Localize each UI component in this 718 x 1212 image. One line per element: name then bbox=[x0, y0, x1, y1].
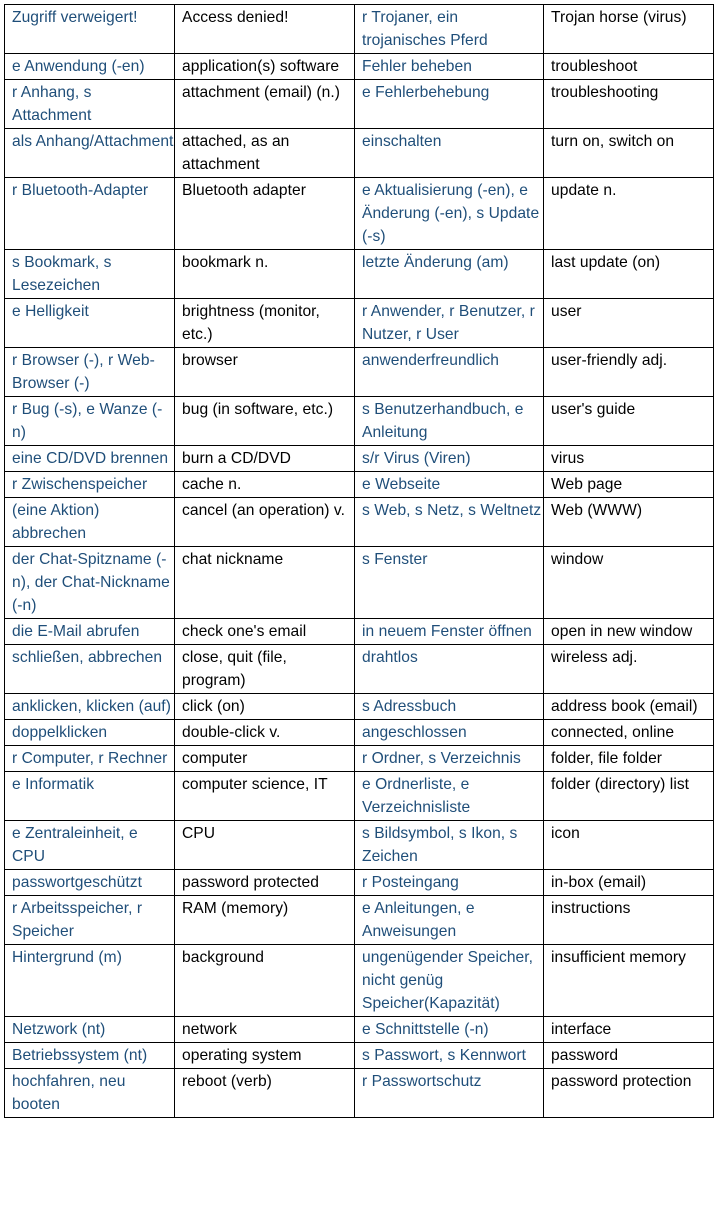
german-term-right: angeschlossen bbox=[355, 720, 544, 746]
table-row bbox=[5, 54, 714, 80]
table-row bbox=[5, 5, 714, 54]
english-term-right: wireless adj. bbox=[544, 645, 714, 694]
english-term-left: CPU bbox=[175, 821, 355, 870]
english-term-right: address book (email) bbox=[544, 694, 714, 720]
table-row bbox=[5, 446, 714, 472]
english-term-left: chat nickname bbox=[175, 547, 355, 619]
english-term-right: folder (directory) list bbox=[544, 772, 714, 821]
german-term-right: r Passwortschutz bbox=[355, 1069, 544, 1118]
german-term-right: s Fenster bbox=[355, 547, 544, 619]
german-term-left: eine CD/DVD brennen bbox=[5, 446, 175, 472]
english-term-right: Web (WWW) bbox=[544, 498, 714, 547]
english-term-left: attachment (email) (n.) bbox=[175, 80, 355, 129]
german-term-left: r Bug (-s), e Wanze (-n) bbox=[5, 397, 175, 446]
english-term-right: password protection bbox=[544, 1069, 714, 1118]
german-term-left: s Bookmark, s Lesezeichen bbox=[5, 250, 175, 299]
english-term-left: reboot (verb) bbox=[175, 1069, 355, 1118]
german-term-left: e Helligkeit bbox=[5, 299, 175, 348]
table-row bbox=[5, 472, 714, 498]
german-term-left: Hintergrund (m) bbox=[5, 945, 175, 1017]
english-term-right: update n. bbox=[544, 178, 714, 250]
english-term-right: troubleshooting bbox=[544, 80, 714, 129]
table-row bbox=[5, 1017, 714, 1043]
german-term-right: s Bildsymbol, s Ikon, s Zeichen bbox=[355, 821, 544, 870]
english-term-left: computer bbox=[175, 746, 355, 772]
german-term-right: ungenügender Speicher, nicht genüg Speicher(Kapazität) bbox=[355, 945, 544, 1017]
english-term-right: user's guide bbox=[544, 397, 714, 446]
german-term-left: als Anhang/Attachment bbox=[5, 129, 175, 178]
english-term-left: check one's email bbox=[175, 619, 355, 645]
english-term-left: click (on) bbox=[175, 694, 355, 720]
table-row bbox=[5, 250, 714, 299]
english-term-left: cache n. bbox=[175, 472, 355, 498]
german-term-left: e Anwendung (-en) bbox=[5, 54, 175, 80]
english-term-right: user bbox=[544, 299, 714, 348]
german-term-right: e Webseite bbox=[355, 472, 544, 498]
german-term-right: letzte Änderung (am) bbox=[355, 250, 544, 299]
german-term-right: e Schnittstelle (-n) bbox=[355, 1017, 544, 1043]
table-row bbox=[5, 772, 714, 821]
table-row bbox=[5, 821, 714, 870]
english-term-right: in-box (email) bbox=[544, 870, 714, 896]
german-term-left: anklicken, klicken (auf) bbox=[5, 694, 175, 720]
german-term-left: r Browser (-), r Web-Browser (-) bbox=[5, 348, 175, 397]
german-term-right: s Adressbuch bbox=[355, 694, 544, 720]
english-term-left: computer science, IT bbox=[175, 772, 355, 821]
english-term-left: Bluetooth adapter bbox=[175, 178, 355, 250]
german-term-right: anwenderfreundlich bbox=[355, 348, 544, 397]
table-row bbox=[5, 397, 714, 446]
english-term-right: interface bbox=[544, 1017, 714, 1043]
table-row bbox=[5, 299, 714, 348]
english-term-left: Access denied! bbox=[175, 5, 355, 54]
english-term-right: last update (on) bbox=[544, 250, 714, 299]
english-term-left: bookmark n. bbox=[175, 250, 355, 299]
german-term-left: Zugriff verweigert! bbox=[5, 5, 175, 54]
table-row bbox=[5, 746, 714, 772]
table-row bbox=[5, 720, 714, 746]
german-term-left: e Zentraleinheit, e CPU bbox=[5, 821, 175, 870]
table-row bbox=[5, 870, 714, 896]
german-term-right: einschalten bbox=[355, 129, 544, 178]
english-term-left: attached, as an attachment bbox=[175, 129, 355, 178]
english-term-left: application(s) software bbox=[175, 54, 355, 80]
german-term-right: in neuem Fenster öffnen bbox=[355, 619, 544, 645]
german-term-left: r Anhang, s Attachment bbox=[5, 80, 175, 129]
english-term-left: double-click v. bbox=[175, 720, 355, 746]
english-term-left: cancel (an operation) v. bbox=[175, 498, 355, 547]
english-term-right: turn on, switch on bbox=[544, 129, 714, 178]
german-term-right: s/r Virus (Viren) bbox=[355, 446, 544, 472]
german-term-left: r Computer, r Rechner bbox=[5, 746, 175, 772]
german-term-right: Fehler beheben bbox=[355, 54, 544, 80]
german-term-left: der Chat-Spitzname (-n), der Chat-Nickname (-n) bbox=[5, 547, 175, 619]
table-row bbox=[5, 498, 714, 547]
table-row bbox=[5, 645, 714, 694]
german-term-left: (eine Aktion) abbrechen bbox=[5, 498, 175, 547]
german-term-left: hochfahren, neu booten bbox=[5, 1069, 175, 1118]
english-term-right: window bbox=[544, 547, 714, 619]
table-row bbox=[5, 619, 714, 645]
table-row bbox=[5, 129, 714, 178]
english-term-right: user-friendly adj. bbox=[544, 348, 714, 397]
english-term-left: bug (in software, etc.) bbox=[175, 397, 355, 446]
english-term-left: burn a CD/DVD bbox=[175, 446, 355, 472]
german-term-left: r Arbeitsspeicher, r Speicher bbox=[5, 896, 175, 945]
german-term-right: s Benutzerhandbuch, e Anleitung bbox=[355, 397, 544, 446]
english-term-left: background bbox=[175, 945, 355, 1017]
german-term-left: r Bluetooth-Adapter bbox=[5, 178, 175, 250]
english-term-right: connected, online bbox=[544, 720, 714, 746]
german-term-right: r Posteingang bbox=[355, 870, 544, 896]
german-term-right: e Fehlerbehebung bbox=[355, 80, 544, 129]
table-row bbox=[5, 694, 714, 720]
english-term-right: virus bbox=[544, 446, 714, 472]
english-term-right: password bbox=[544, 1043, 714, 1069]
english-term-left: network bbox=[175, 1017, 355, 1043]
english-term-right: Trojan horse (virus) bbox=[544, 5, 714, 54]
english-term-left: brightness (monitor, etc.) bbox=[175, 299, 355, 348]
table-row bbox=[5, 80, 714, 129]
german-term-right: drahtlos bbox=[355, 645, 544, 694]
german-term-left: Betriebssystem (nt) bbox=[5, 1043, 175, 1069]
german-term-left: die E-Mail abrufen bbox=[5, 619, 175, 645]
table-row bbox=[5, 896, 714, 945]
table-row bbox=[5, 348, 714, 397]
english-term-right: instructions bbox=[544, 896, 714, 945]
german-term-left: Netzwork (nt) bbox=[5, 1017, 175, 1043]
english-term-left: close, quit (file, program) bbox=[175, 645, 355, 694]
english-term-left: browser bbox=[175, 348, 355, 397]
vocabulary-table bbox=[4, 4, 714, 1118]
german-term-right: e Aktualisierung (-en), e Änderung (-en), s Update (-s) bbox=[355, 178, 544, 250]
english-term-right: icon bbox=[544, 821, 714, 870]
german-term-right: s Passwort, s Kennwort bbox=[355, 1043, 544, 1069]
english-term-left: password protected bbox=[175, 870, 355, 896]
english-term-right: troubleshoot bbox=[544, 54, 714, 80]
german-term-right: s Web, s Netz, s Weltnetz bbox=[355, 498, 544, 547]
table-row bbox=[5, 1043, 714, 1069]
german-term-left: doppelklicken bbox=[5, 720, 175, 746]
english-term-right: insufficient memory bbox=[544, 945, 714, 1017]
german-term-right: r Ordner, s Verzeichnis bbox=[355, 746, 544, 772]
table-row bbox=[5, 178, 714, 250]
german-term-left: r Zwischenspeicher bbox=[5, 472, 175, 498]
table-row bbox=[5, 547, 714, 619]
table-row bbox=[5, 945, 714, 1017]
german-term-right: r Trojaner, ein trojanisches Pferd bbox=[355, 5, 544, 54]
german-term-left: passwortgeschützt bbox=[5, 870, 175, 896]
german-term-right: r Anwender, r Benutzer, r Nutzer, r User bbox=[355, 299, 544, 348]
english-term-right: open in new window bbox=[544, 619, 714, 645]
german-term-left: schließen, abbrechen bbox=[5, 645, 175, 694]
english-term-right: Web page bbox=[544, 472, 714, 498]
english-term-left: RAM (memory) bbox=[175, 896, 355, 945]
german-term-right: e Anleitungen, e Anweisungen bbox=[355, 896, 544, 945]
english-term-right: folder, file folder bbox=[544, 746, 714, 772]
english-term-left: operating system bbox=[175, 1043, 355, 1069]
german-term-left: e Informatik bbox=[5, 772, 175, 821]
german-term-right: e Ordnerliste, e Verzeichnisliste bbox=[355, 772, 544, 821]
table-row bbox=[5, 1069, 714, 1118]
vocabulary-table-body bbox=[5, 5, 714, 1118]
